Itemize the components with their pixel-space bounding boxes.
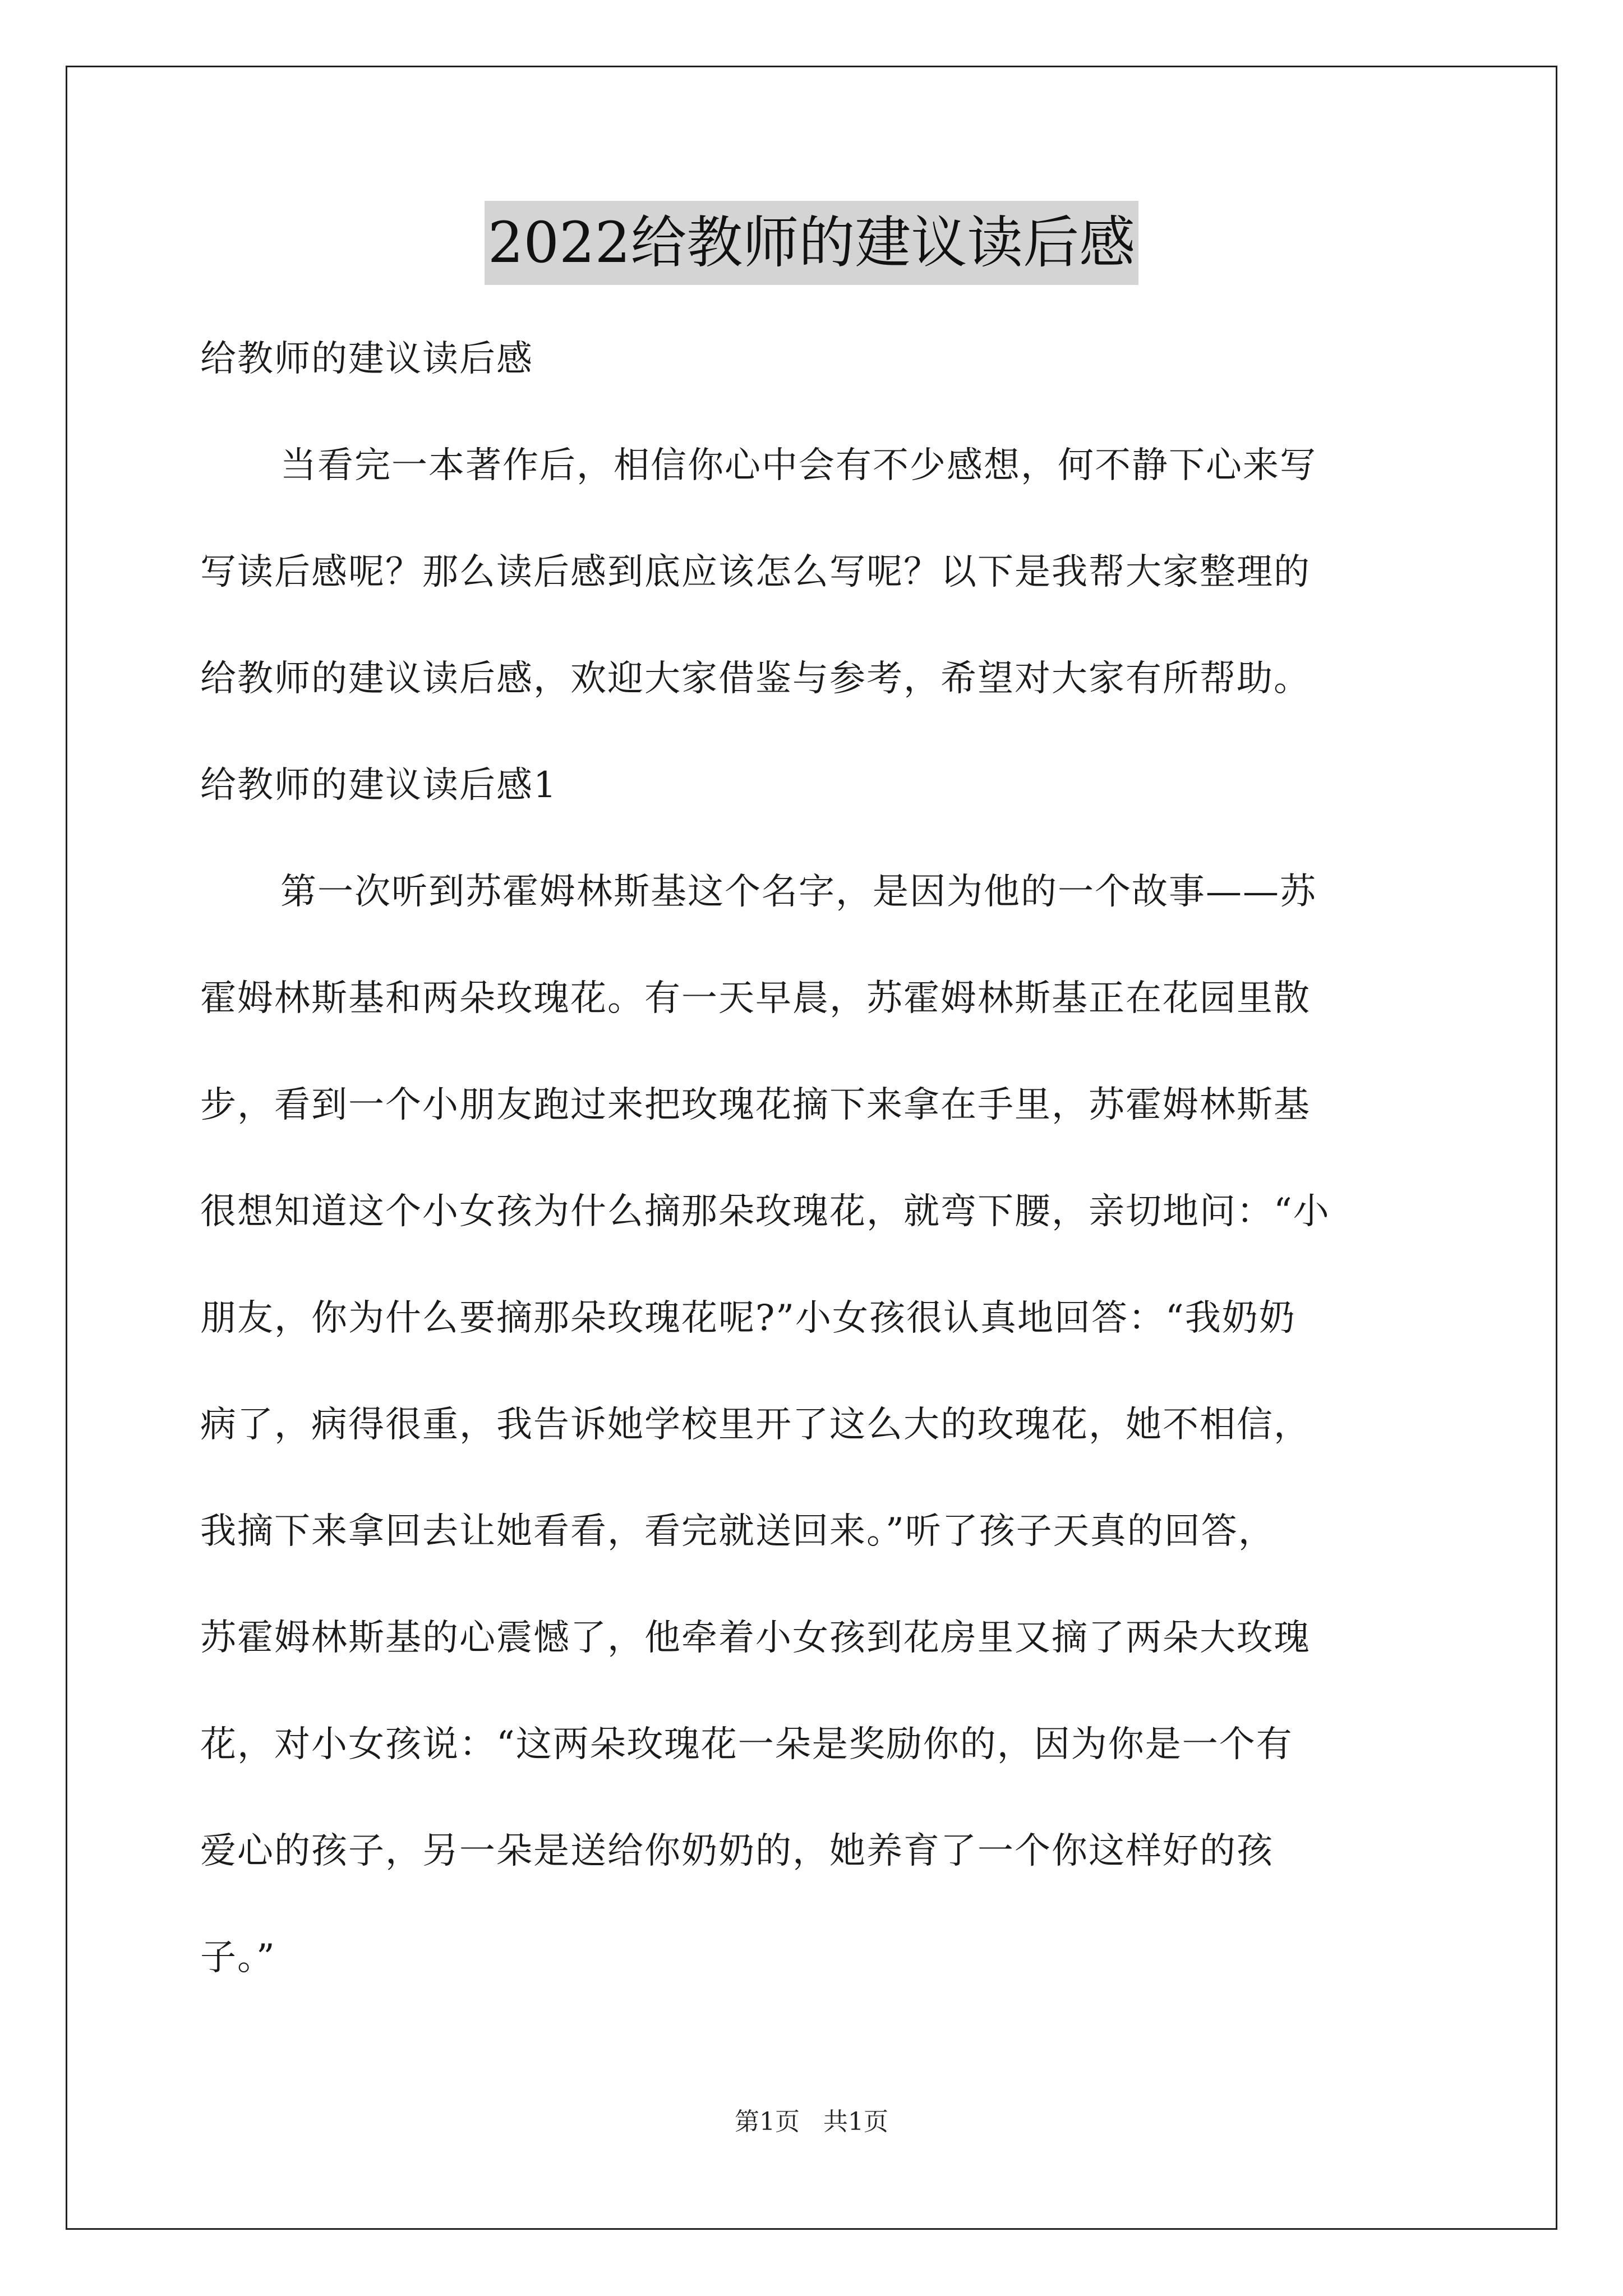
story-paragraph-line: 爱心的孩子，另一朵是送给你奶奶的，她养育了一个你这样好的孩 — [200, 1830, 1274, 1872]
intro-paragraph-line: 给教师的建议读后感，欢迎大家借鉴与参考，希望对大家有所帮助。 — [200, 658, 1311, 700]
page-number-footer: 第1页 共1页 — [735, 2108, 888, 2136]
story-paragraph-line: 第一次听到苏霍姆林斯基这个名字，是因为他的一个故事——苏 — [280, 871, 1317, 913]
story-paragraph-line: 朋友，你为什么要摘那朵玫瑰花呢?”小女孩很认真地回答：“我奶奶 — [200, 1297, 1296, 1339]
intro-paragraph-line: 写读后感呢？那么读后感到底应该怎么写呢？以下是我帮大家整理的 — [200, 551, 1311, 593]
subtitle-heading: 给教师的建议读后感 — [200, 338, 533, 380]
document-title: 2022给教师的建议读后感 — [485, 201, 1139, 285]
story-paragraph-line: 苏霍姆林斯基的心震憾了，他牵着小女孩到花房里又摘了两朵大玫瑰 — [200, 1617, 1311, 1659]
document-body — [200, 306, 1434, 2011]
story-paragraph-line: 很想知道这个小女孩为什么摘那朵玫瑰花，就弯下腰，亲切地问：“小 — [200, 1191, 1330, 1232]
story-paragraph-line: 子。” — [200, 1937, 276, 1978]
intro-paragraph-line: 当看完一本著作后，相信你心中会有不少感想，何不静下心来写 — [280, 445, 1317, 486]
story-paragraph-line: 病了，病得很重，我告诉她学校里开了这么大的玫瑰花，她不相信， — [200, 1404, 1311, 1446]
story-paragraph-line: 花，对小女孩说：“这两朵玫瑰花一朵是奖励你的，因为你是一个有 — [200, 1724, 1293, 1765]
section-heading: 给教师的建议读后感1 — [200, 765, 557, 806]
story-paragraph-line: 步，看到一个小朋友跑过来把玫瑰花摘下来拿在手里，苏霍姆林斯基 — [200, 1084, 1311, 1126]
title-container — [0, 201, 1623, 285]
story-paragraph-line: 我摘下来拿回去让她看看，看完就送回来。”听了孩子天真的回答， — [200, 1511, 1275, 1552]
story-paragraph-line: 霍姆林斯基和两朵玫瑰花。有一天早晨，苏霍姆林斯基正在花园里散 — [200, 978, 1311, 1019]
